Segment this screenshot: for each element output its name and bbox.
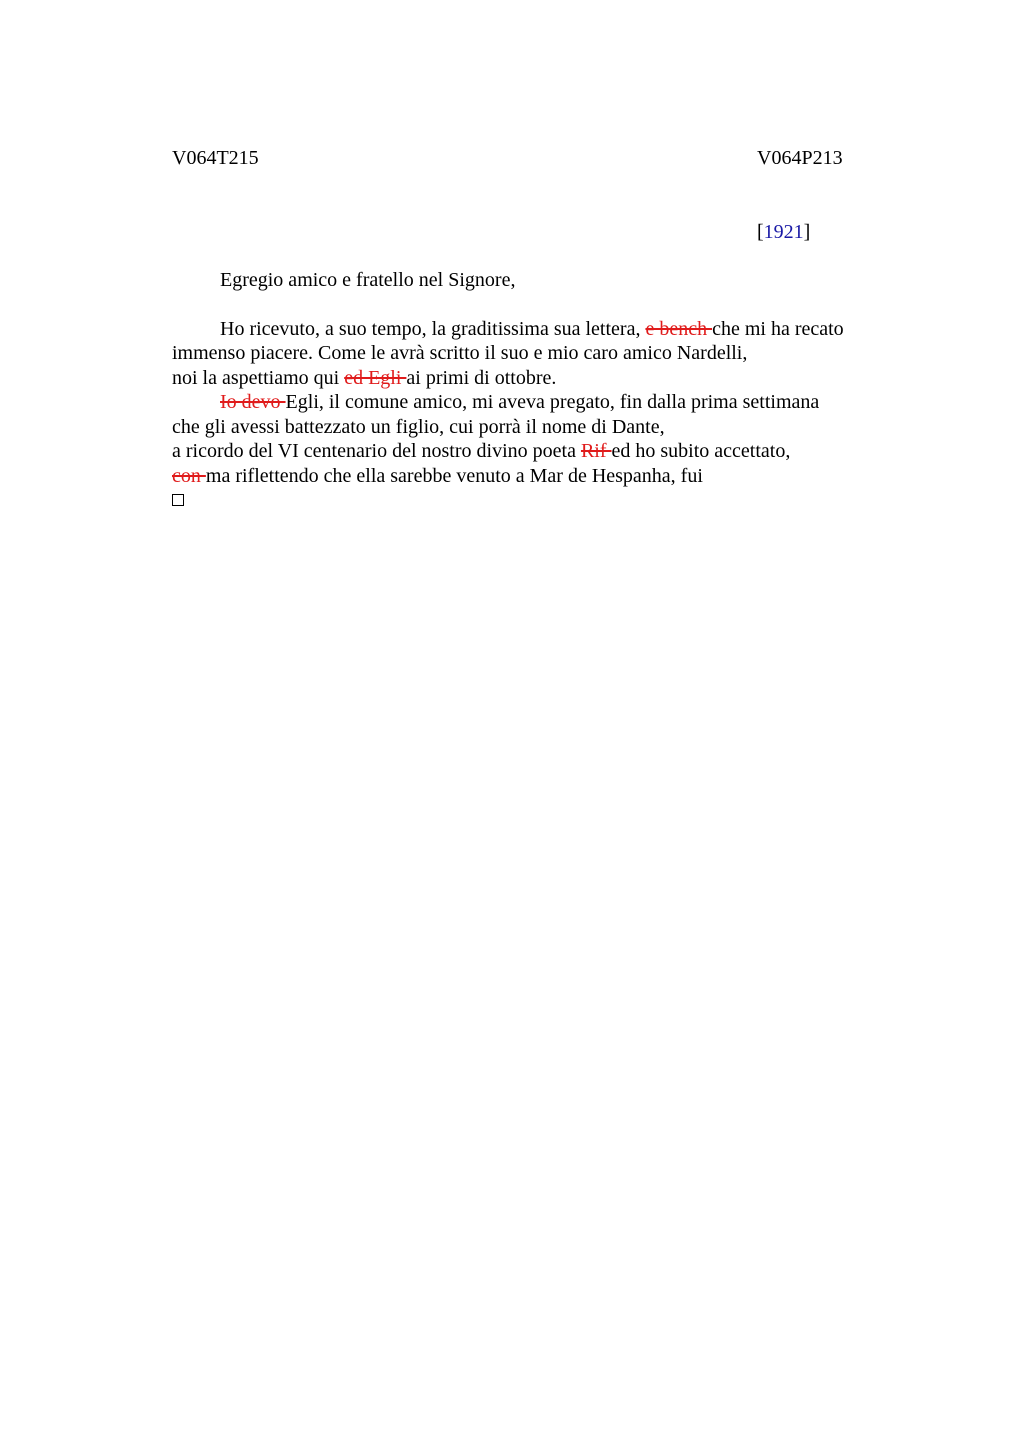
paragraph-1-line-1 bbox=[172, 317, 872, 342]
document-code-right: V064P213 bbox=[757, 147, 843, 169]
paragraph-1-line-2: immenso piacere. Come le avrà scritto il suo e mio caro amico Nardelli, bbox=[172, 342, 748, 364]
text-span: ai primi di ottobre. bbox=[406, 366, 557, 389]
continuation-marker-row bbox=[172, 488, 872, 513]
paragraph-2-line-3 bbox=[172, 439, 872, 464]
paragraph-2-line-4 bbox=[172, 464, 872, 489]
paragraph-2-line-1 bbox=[172, 390, 872, 415]
date-open-bracket: [ bbox=[757, 221, 764, 243]
text-span: a ricordo del VI centenario del nostro divino poeta bbox=[172, 440, 581, 462]
date-close-bracket: ] bbox=[803, 221, 811, 243]
deleted-text: Io devo bbox=[220, 391, 286, 413]
text-span: Ho ricevuto, a suo tempo, la graditissima sua lettera, bbox=[220, 317, 646, 340]
square-box-icon bbox=[172, 494, 184, 506]
text-span: noi la aspettiamo qui bbox=[172, 366, 345, 389]
text-span: che mi ha recato bbox=[712, 317, 844, 340]
deleted-text: Rif bbox=[580, 440, 612, 462]
deleted-text: con bbox=[172, 464, 206, 487]
paragraph-1-line-3 bbox=[172, 366, 872, 391]
paragraph-2-line-2: che gli avessi battezzato un figlio, cui porrà il nome di Dante, bbox=[172, 415, 665, 438]
letter-date bbox=[757, 219, 810, 245]
text-span: Egli, il comune amico, mi aveva pregato, fin dalla prima settimana bbox=[285, 391, 820, 413]
text-span: ed ho subito accettato, bbox=[611, 440, 791, 462]
salutation: Egregio amico e fratello nel Signore, bbox=[220, 269, 516, 291]
deleted-text: ed Egli bbox=[344, 366, 407, 389]
document-code-left: V064T215 bbox=[172, 147, 259, 169]
letter-body bbox=[172, 268, 872, 513]
deleted-text: e bench bbox=[645, 317, 713, 340]
text-span: ma riflettendo che ella sarebbe venuto a Mar de Hespanha, fui bbox=[205, 464, 703, 487]
date-year-link[interactable]: 1921 bbox=[763, 221, 804, 243]
